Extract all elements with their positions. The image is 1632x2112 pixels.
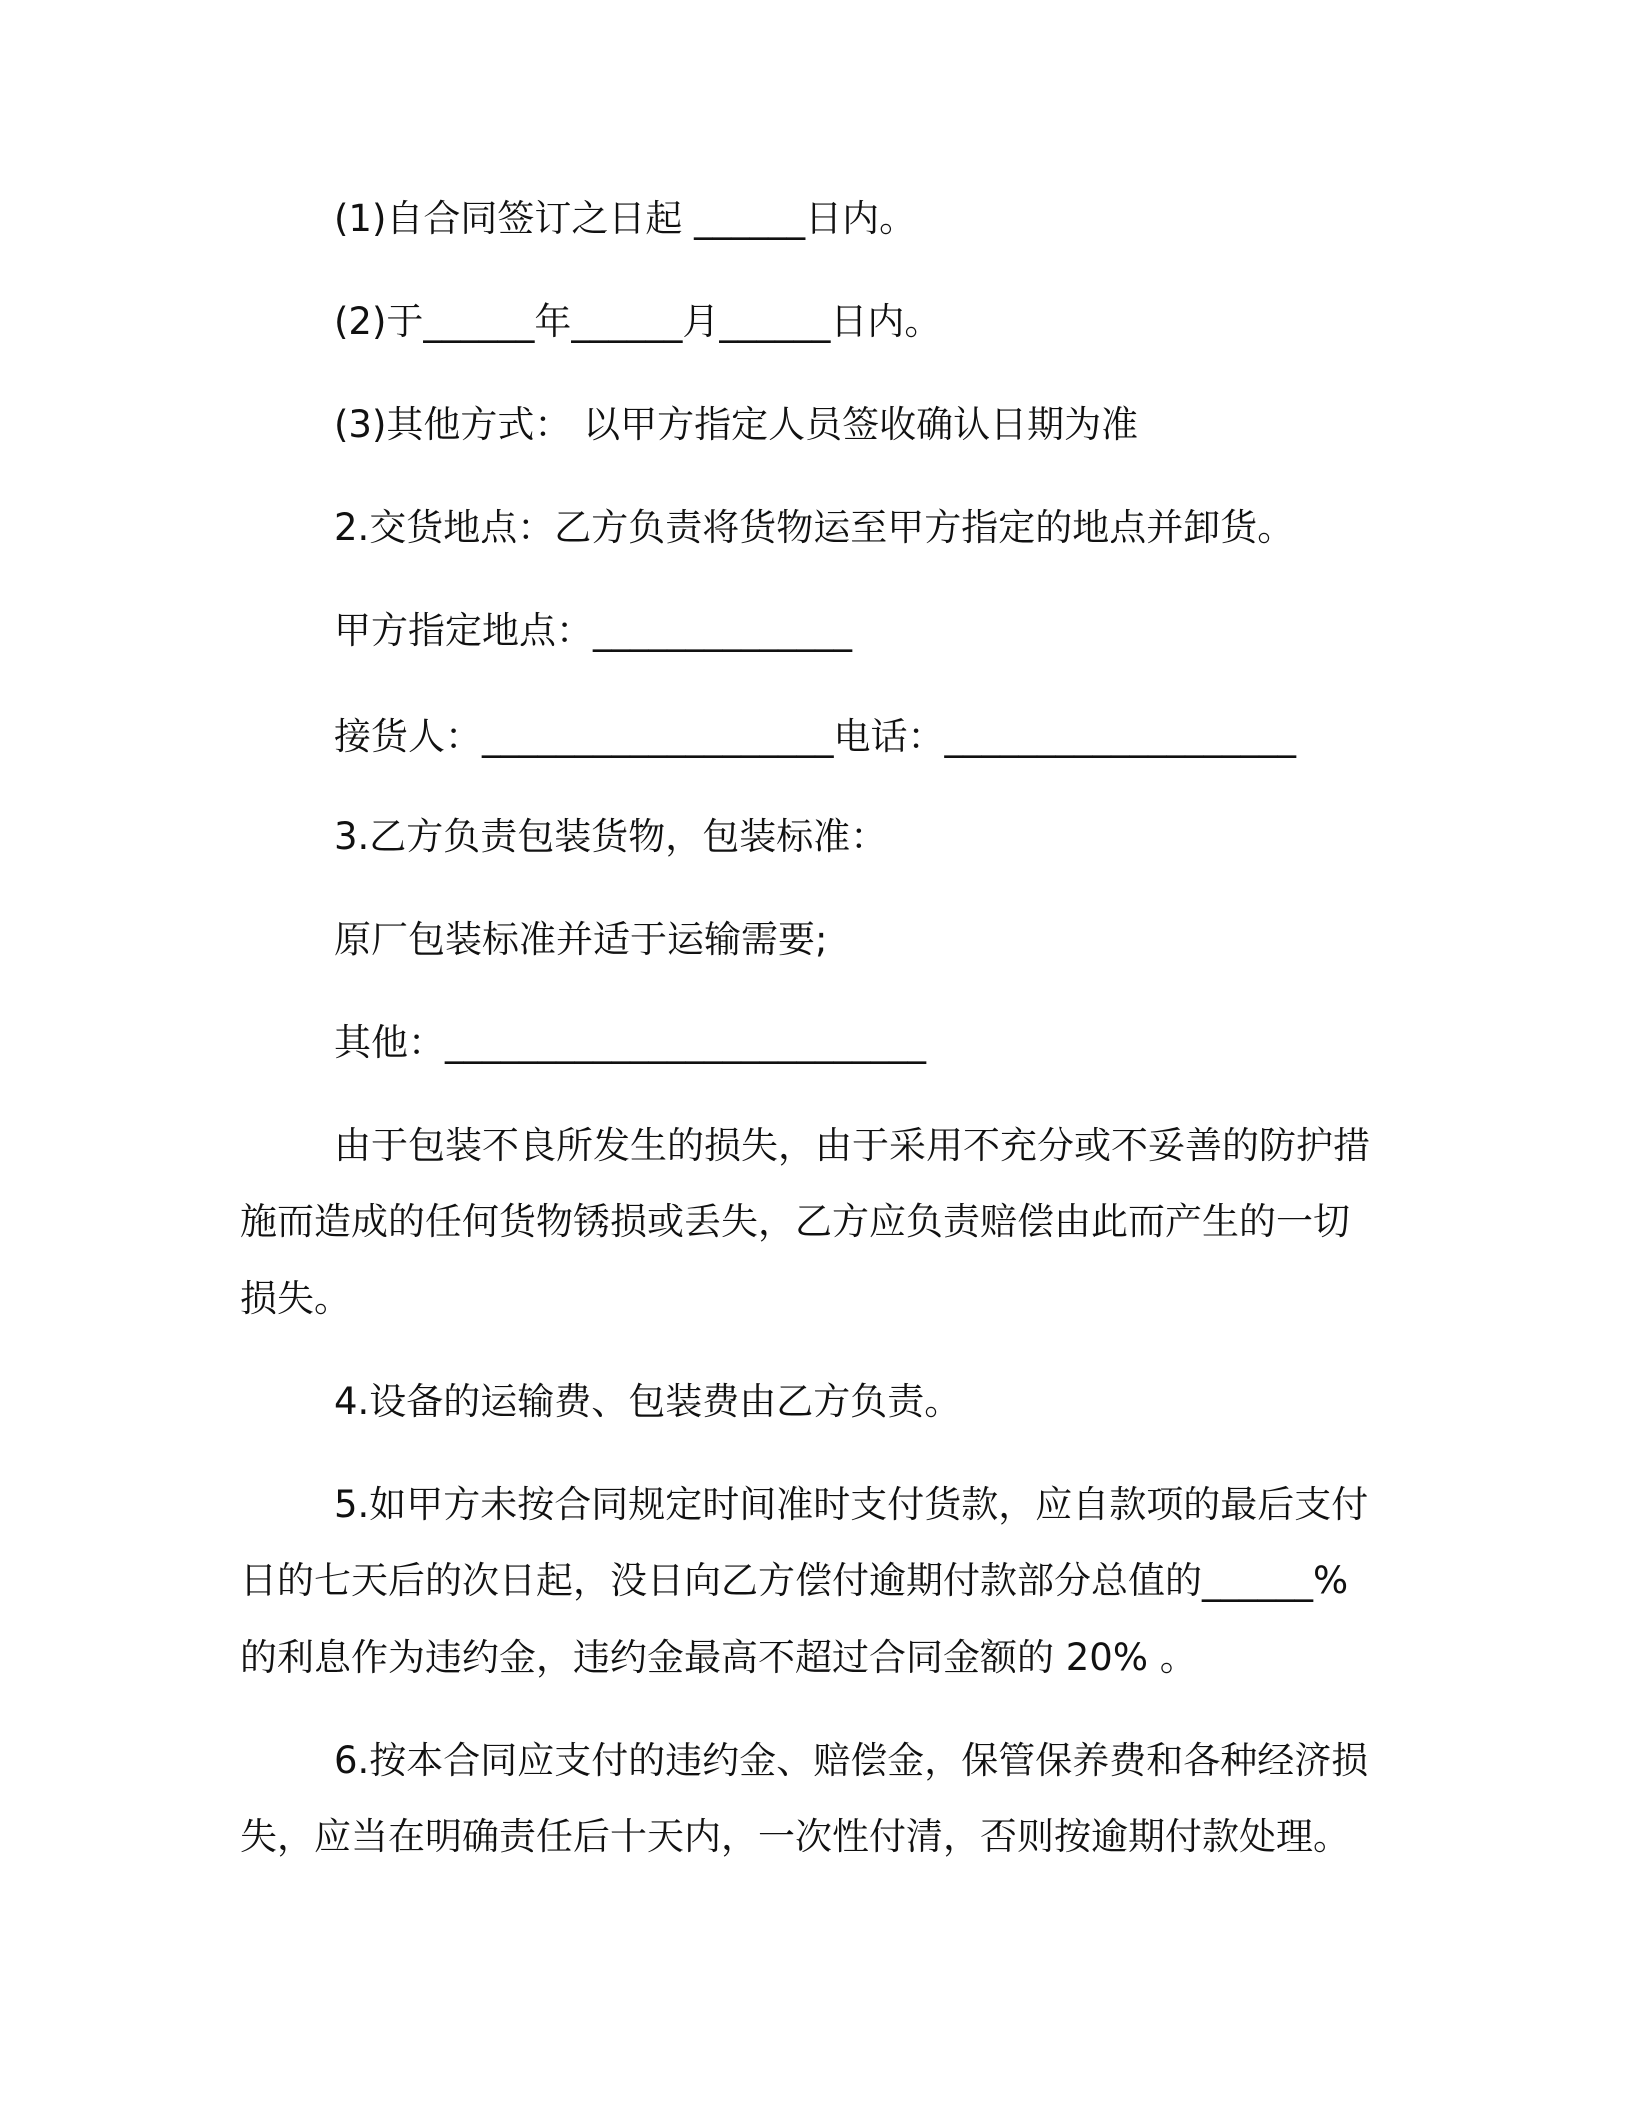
paragraph-loss-line-3: 损失。 — [240, 1277, 351, 1320]
clause-3-packaging: 3.乙方负责包装货物，包装标准： — [334, 815, 888, 858]
packaging-standard: 原厂包装标准并适于运输需要; — [334, 918, 828, 961]
clause-6-line-2: 失，应当在明确责任后十天内，一次性付清，否则按逾期付款处理。 — [240, 1815, 1350, 1858]
clause-5-line-2: 日的七天后的次日起，没日向乙方偿付逾期付款部分总值的______% — [240, 1559, 1349, 1602]
clause-1-1: (1)自合同签订之日起 ______日内。 — [334, 197, 917, 240]
receiver-and-phone: 接货人：___________________电话：___________________ — [334, 715, 1296, 758]
designated-location: 甲方指定地点：______________ — [334, 609, 852, 652]
clause-2-delivery-place: 2.交货地点：乙方负责将货物运至甲方指定的地点并卸货。 — [334, 506, 1295, 549]
clause-5-line-3: 的利息作为违约金，违约金最高不超过合同金额的 20% 。 — [240, 1636, 1197, 1679]
clause-4-fees: 4.设备的运输费、包装费由乙方负责。 — [334, 1380, 962, 1423]
packaging-other: 其他：__________________________ — [334, 1021, 926, 1064]
clause-1-3: (3)其他方式： 以甲方指定人员签收确认日期为准 — [334, 403, 1139, 446]
paragraph-loss-line-2: 施而造成的任何货物锈损或丢失，乙方应负责赔偿由此而产生的一切 — [240, 1200, 1350, 1243]
clause-1-2: (2)于______年______月______日内。 — [334, 300, 942, 343]
paragraph-loss-line-1: 由于包装不良所发生的损失，由于采用不充分或不妥善的防护措 — [334, 1124, 1370, 1167]
clause-6-line-1: 6.按本合同应支付的违约金、赔偿金，保管保养费和各种经济损 — [334, 1739, 1369, 1782]
clause-5-line-1: 5.如甲方未按合同规定时间准时支付货款，应自款项的最后支付 — [334, 1483, 1369, 1526]
